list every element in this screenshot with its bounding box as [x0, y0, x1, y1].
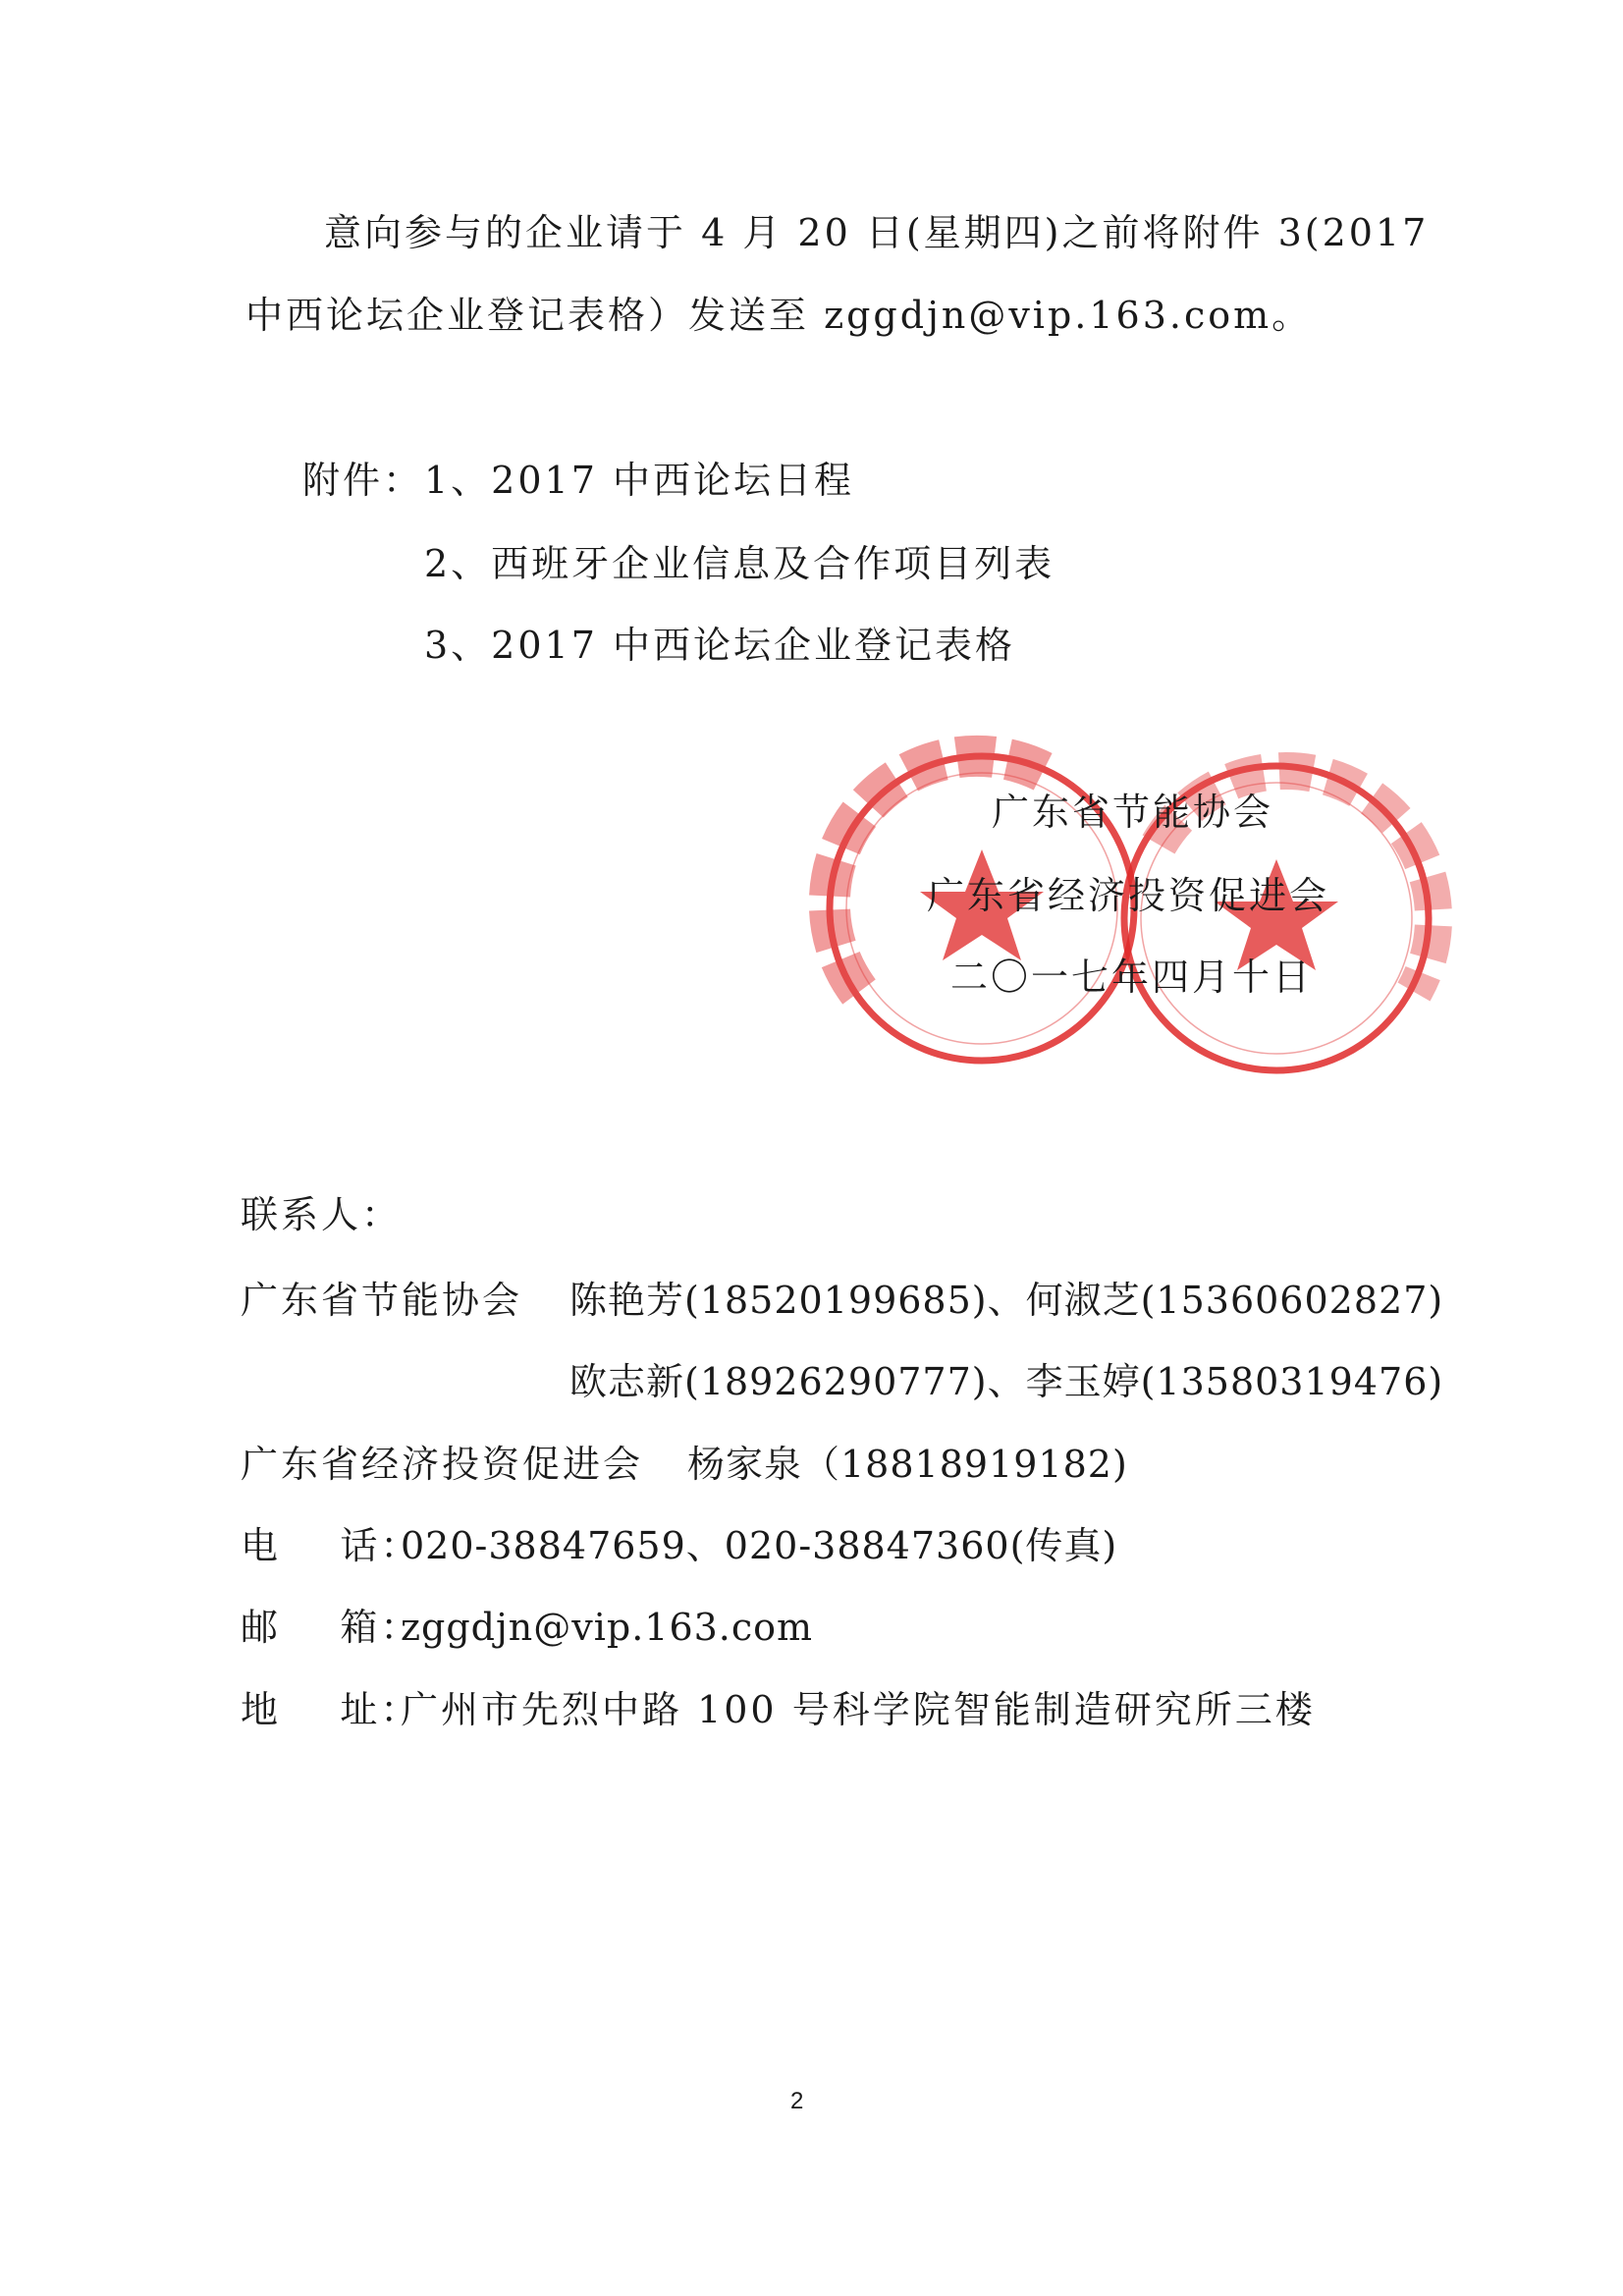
attachment-item-1: 1、2017 中西论坛日程 — [424, 459, 854, 502]
intro-line-2: 中西论坛企业登记表格）发送至 zggdjn@vip.163.com。 — [245, 294, 1313, 337]
attachment-item-3: 3、2017 中西论坛企业登记表格 — [424, 624, 1015, 667]
phone-value: 020-38847659、020-38847360(传真) — [401, 1524, 1118, 1567]
address-value: 广州市先烈中路 100 号科学院智能制造研究所三楼 — [401, 1688, 1316, 1731]
contacts-org-1-line-1: 陈艳芳(18520199685)、何淑芝(15360602827) — [569, 1279, 1444, 1322]
signature-org-1: 广东省节能协会 — [992, 791, 1274, 834]
contacts-org-2-person: 杨家泉（18818919182) — [687, 1443, 1128, 1486]
email-value: zggdjn@vip.163.com — [401, 1606, 814, 1649]
contacts-heading: 联系人： — [241, 1193, 403, 1236]
intro-line-1: 意向参与的企业请于 4 月 20 日(星期四)之前将附件 3(2017 — [324, 211, 1430, 254]
page-number: 2 — [790, 2088, 804, 2114]
signature-date: 二〇一七年四月十日 — [950, 956, 1314, 999]
contacts-org-1: 广东省节能协会 — [241, 1279, 523, 1322]
attachments-label: 附件： — [302, 459, 424, 502]
address-label: 地 址： — [241, 1688, 421, 1731]
signature-org-2: 广东省经济投资促进会 — [927, 874, 1330, 917]
contacts-org-1-line-2: 欧志新(18926290777)、李玉婷(13580319476) — [569, 1360, 1444, 1403]
email-label: 邮 箱： — [241, 1606, 421, 1649]
attachment-item-2: 2、西班牙企业信息及合作项目列表 — [424, 542, 1055, 585]
contacts-org-2: 广东省经济投资促进会 — [241, 1443, 644, 1486]
phone-label: 电 话： — [241, 1524, 421, 1567]
